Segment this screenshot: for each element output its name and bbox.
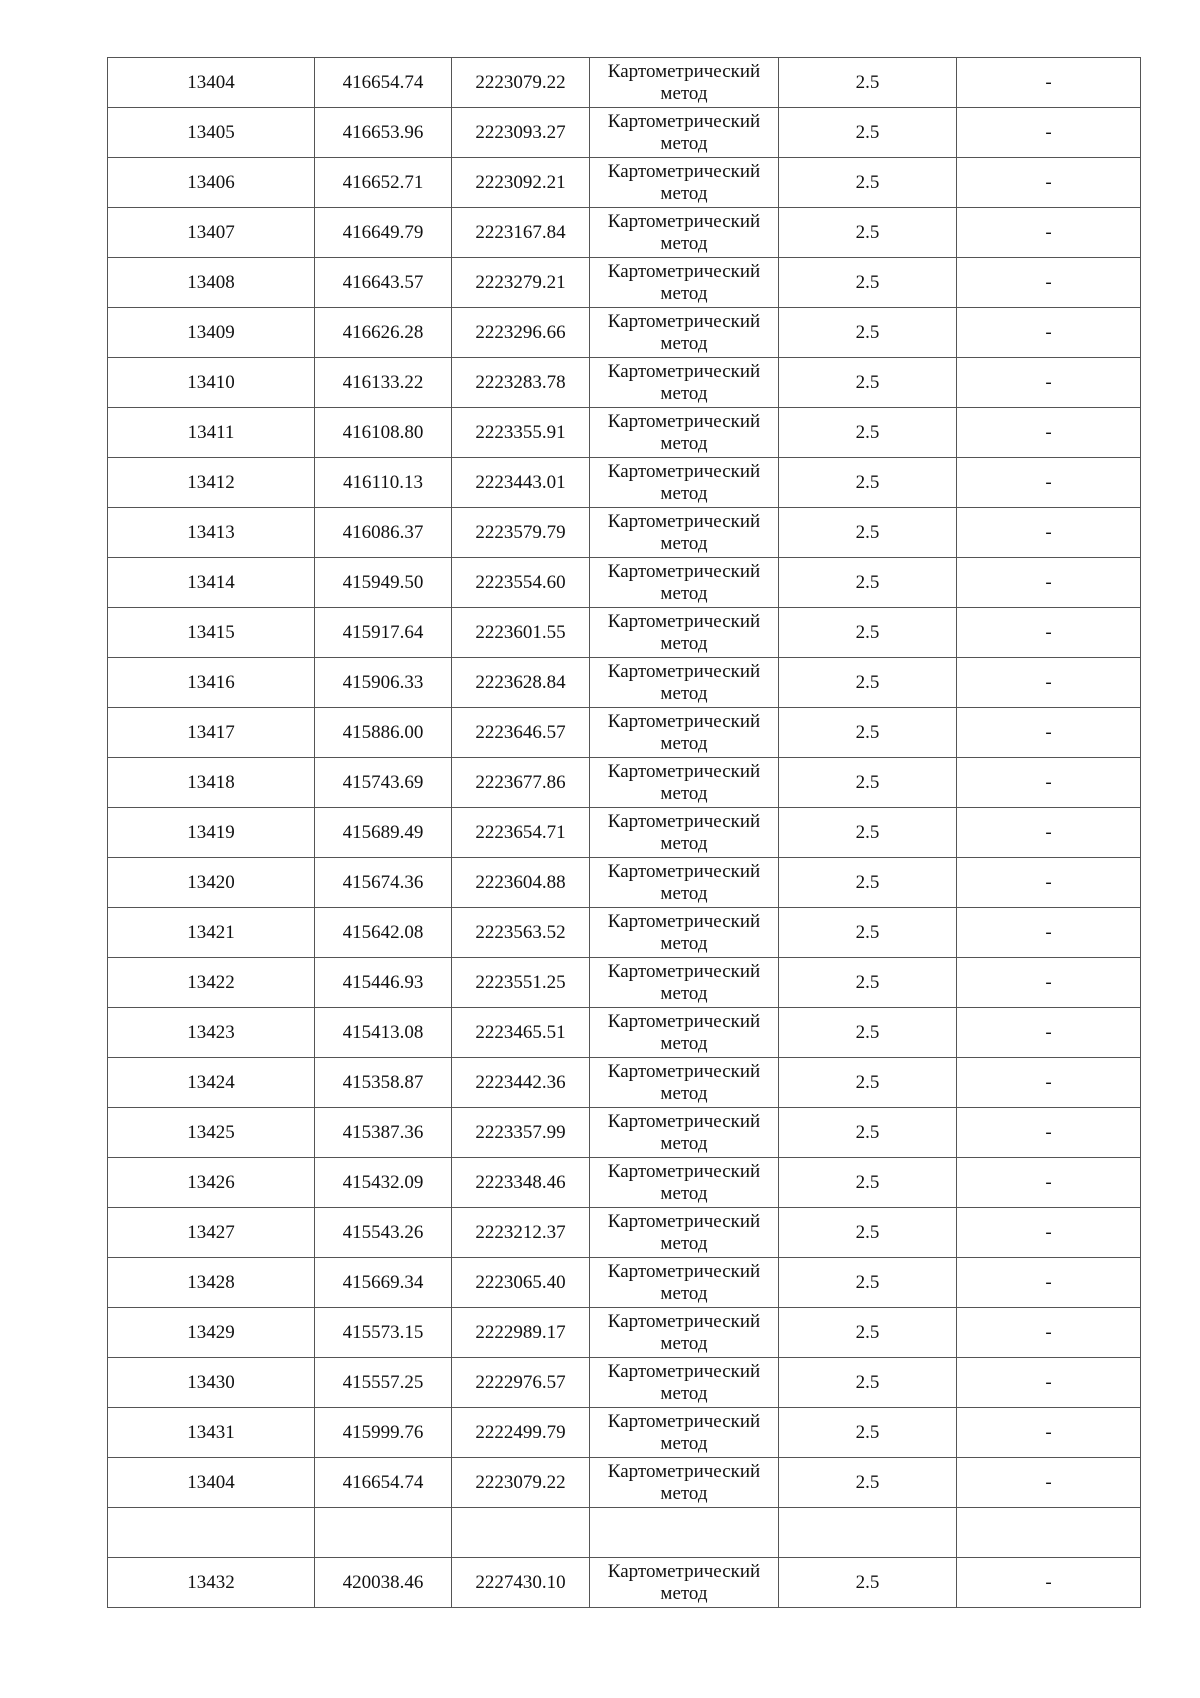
cell-x: 415669.34 bbox=[315, 1258, 452, 1308]
method-line-1: Картометрический bbox=[607, 1261, 761, 1283]
cell-point: 13432 bbox=[108, 1558, 315, 1608]
cell-accuracy: 2.5 bbox=[779, 158, 957, 208]
cell-note: - bbox=[957, 358, 1141, 408]
method-line-2: метод bbox=[660, 982, 708, 1004]
cell-point: 13412 bbox=[108, 458, 315, 508]
cell-note: - bbox=[957, 658, 1141, 708]
cell-accuracy: 2.5 bbox=[779, 458, 957, 508]
cell-y: 2223601.55 bbox=[452, 608, 590, 658]
cell-method bbox=[590, 158, 779, 208]
method-line-1: Картометрический bbox=[607, 1011, 761, 1033]
method-line-1: Картометрический bbox=[607, 161, 761, 183]
cell-point: 13407 bbox=[108, 208, 315, 258]
cell-x: 415543.26 bbox=[315, 1208, 452, 1258]
method-line-1: Картометрический bbox=[607, 1361, 761, 1383]
method-line-2: метод bbox=[660, 1282, 708, 1304]
cell-y: 2223563.52 bbox=[452, 908, 590, 958]
cell-accuracy: 2.5 bbox=[779, 208, 957, 258]
cell-point: 13404 bbox=[108, 1458, 315, 1508]
method-line-1: Картометрический bbox=[607, 61, 761, 83]
table-row bbox=[108, 958, 1141, 1008]
cell-y: 2223579.79 bbox=[452, 508, 590, 558]
method-line-2: метод bbox=[660, 232, 708, 254]
method-line-2: метод bbox=[660, 382, 708, 404]
cell-note: - bbox=[957, 208, 1141, 258]
cell-method bbox=[590, 1208, 779, 1258]
cell-note: - bbox=[957, 958, 1141, 1008]
table-row bbox=[108, 808, 1141, 858]
method-line-2: метод bbox=[660, 332, 708, 354]
cell-x: 415573.15 bbox=[315, 1308, 452, 1358]
method-line-1: Картометрический bbox=[607, 461, 761, 483]
table-row bbox=[108, 1358, 1141, 1408]
cell-point: 13414 bbox=[108, 558, 315, 608]
method-line-1: Картометрический bbox=[607, 861, 761, 883]
method-line-1: Картометрический bbox=[607, 561, 761, 583]
method-line-1: Картометрический bbox=[607, 961, 761, 983]
cell-point: 13405 bbox=[108, 108, 315, 158]
cell-point: 13429 bbox=[108, 1308, 315, 1358]
cell-method bbox=[590, 1008, 779, 1058]
cell-accuracy: 2.5 bbox=[779, 858, 957, 908]
method-line-1: Картометрический bbox=[607, 761, 761, 783]
cell-x: 415743.69 bbox=[315, 758, 452, 808]
cell-x: 416108.80 bbox=[315, 408, 452, 458]
cell-point: 13417 bbox=[108, 708, 315, 758]
method-line-1: Картометрический bbox=[607, 1411, 761, 1433]
cell-y: 2222989.17 bbox=[452, 1308, 590, 1358]
cell-y: 2223283.78 bbox=[452, 358, 590, 408]
table-row bbox=[108, 608, 1141, 658]
table-row bbox=[108, 408, 1141, 458]
table-row bbox=[108, 358, 1141, 408]
cell-accuracy: 2.5 bbox=[779, 358, 957, 408]
cell-x: 416652.71 bbox=[315, 158, 452, 208]
cell-method bbox=[590, 558, 779, 608]
cell-y: 2223654.71 bbox=[452, 808, 590, 858]
cell-x: 415358.87 bbox=[315, 1058, 452, 1108]
cell-note: - bbox=[957, 1208, 1141, 1258]
cell-method bbox=[590, 358, 779, 408]
table-row bbox=[108, 1258, 1141, 1308]
cell-method bbox=[590, 708, 779, 758]
cell-x: 416653.96 bbox=[315, 108, 452, 158]
cell-point: 13428 bbox=[108, 1258, 315, 1308]
table-row bbox=[108, 558, 1141, 608]
cell-point bbox=[108, 1508, 315, 1558]
method-line-2: метод bbox=[660, 532, 708, 554]
cell-point: 13409 bbox=[108, 308, 315, 358]
cell-x: 415886.00 bbox=[315, 708, 452, 758]
cell-method bbox=[590, 308, 779, 358]
method-line-2: метод bbox=[660, 82, 708, 104]
cell-note: - bbox=[957, 708, 1141, 758]
cell-note: - bbox=[957, 1158, 1141, 1208]
cell-x: 415557.25 bbox=[315, 1358, 452, 1408]
cell-point: 13421 bbox=[108, 908, 315, 958]
table-row bbox=[108, 758, 1141, 808]
cell-y: 2223296.66 bbox=[452, 308, 590, 358]
cell-x: 416626.28 bbox=[315, 308, 452, 358]
method-line-1: Картометрический bbox=[607, 511, 761, 533]
method-line-1: Картометрический bbox=[607, 1111, 761, 1133]
method-line-2: метод bbox=[660, 1332, 708, 1354]
method-line-1: Картометрический bbox=[607, 1561, 761, 1583]
cell-accuracy: 2.5 bbox=[779, 108, 957, 158]
method-line-2: метод bbox=[660, 1182, 708, 1204]
table-row bbox=[108, 458, 1141, 508]
table-row bbox=[108, 908, 1141, 958]
cell-accuracy: 2.5 bbox=[779, 758, 957, 808]
cell-point: 13427 bbox=[108, 1208, 315, 1258]
method-line-1: Картометрический bbox=[607, 1211, 761, 1233]
method-line-2: метод bbox=[660, 732, 708, 754]
cell-accuracy: 2.5 bbox=[779, 708, 957, 758]
cell-accuracy: 2.5 bbox=[779, 1008, 957, 1058]
table-row bbox=[108, 858, 1141, 908]
method-line-2: метод bbox=[660, 832, 708, 854]
table-row bbox=[108, 1508, 1141, 1558]
method-line-2: метод bbox=[660, 1082, 708, 1104]
cell-accuracy: 2.5 bbox=[779, 1108, 957, 1158]
cell-accuracy: 2.5 bbox=[779, 308, 957, 358]
cell-accuracy: 2.5 bbox=[779, 1158, 957, 1208]
cell-method bbox=[590, 458, 779, 508]
method-line-2: метод bbox=[660, 1132, 708, 1154]
method-line-2: метод bbox=[660, 1482, 708, 1504]
table-row bbox=[108, 658, 1141, 708]
cell-accuracy: 2.5 bbox=[779, 1208, 957, 1258]
cell-x: 415689.49 bbox=[315, 808, 452, 858]
cell-point: 13406 bbox=[108, 158, 315, 208]
table-row bbox=[108, 258, 1141, 308]
cell-y bbox=[452, 1508, 590, 1558]
cell-y: 2223604.88 bbox=[452, 858, 590, 908]
cell-y: 2222976.57 bbox=[452, 1358, 590, 1408]
table-row bbox=[108, 308, 1141, 358]
cell-x: 416110.13 bbox=[315, 458, 452, 508]
method-line-1: Картометрический bbox=[607, 911, 761, 933]
cell-note: - bbox=[957, 1408, 1141, 1458]
table-row bbox=[108, 1108, 1141, 1158]
cell-y: 2223212.37 bbox=[452, 1208, 590, 1258]
cell-method bbox=[590, 58, 779, 108]
cell-point: 13425 bbox=[108, 1108, 315, 1158]
cell-point: 13410 bbox=[108, 358, 315, 408]
cell-x: 420038.46 bbox=[315, 1558, 452, 1608]
cell-y: 2223079.22 bbox=[452, 58, 590, 108]
table-row bbox=[108, 1458, 1141, 1508]
cell-note: - bbox=[957, 458, 1141, 508]
cell-point: 13426 bbox=[108, 1158, 315, 1208]
cell-note: - bbox=[957, 908, 1141, 958]
cell-accuracy: 2.5 bbox=[779, 1408, 957, 1458]
cell-y: 2227430.10 bbox=[452, 1558, 590, 1608]
cell-accuracy: 2.5 bbox=[779, 1058, 957, 1108]
cell-method bbox=[590, 808, 779, 858]
method-line-2: метод bbox=[660, 582, 708, 604]
cell-accuracy: 2.5 bbox=[779, 558, 957, 608]
table-row bbox=[108, 1058, 1141, 1108]
method-line-2: метод bbox=[660, 932, 708, 954]
method-line-2: метод bbox=[660, 882, 708, 904]
cell-accuracy: 2.5 bbox=[779, 908, 957, 958]
table-row bbox=[108, 1558, 1141, 1608]
method-line-2: метод bbox=[660, 282, 708, 304]
cell-note: - bbox=[957, 508, 1141, 558]
cell-note: - bbox=[957, 1358, 1141, 1408]
cell-point: 13404 bbox=[108, 58, 315, 108]
table-row bbox=[108, 158, 1141, 208]
cell-note: - bbox=[957, 1458, 1141, 1508]
method-line-2: метод bbox=[660, 1432, 708, 1454]
cell-y: 2223677.86 bbox=[452, 758, 590, 808]
method-line-1: Картометрический bbox=[607, 261, 761, 283]
cell-y: 2223167.84 bbox=[452, 208, 590, 258]
cell-note: - bbox=[957, 1108, 1141, 1158]
cell-note: - bbox=[957, 1558, 1141, 1608]
method-line-1: Картометрический bbox=[607, 1061, 761, 1083]
method-line-1: Картометрический bbox=[607, 611, 761, 633]
cell-method bbox=[590, 1458, 779, 1508]
method-line-2: метод bbox=[660, 782, 708, 804]
cell-y: 2223279.21 bbox=[452, 258, 590, 308]
cell-point: 13419 bbox=[108, 808, 315, 858]
cell-note: - bbox=[957, 258, 1141, 308]
cell-accuracy: 2.5 bbox=[779, 658, 957, 708]
cell-method bbox=[590, 258, 779, 308]
cell-note: - bbox=[957, 558, 1141, 608]
cell-y: 2223442.36 bbox=[452, 1058, 590, 1108]
cell-method bbox=[590, 1558, 779, 1608]
method-line-1: Картометрический bbox=[607, 1461, 761, 1483]
cell-method bbox=[590, 1058, 779, 1108]
cell-method bbox=[590, 1308, 779, 1358]
cell-y: 2223065.40 bbox=[452, 1258, 590, 1308]
cell-x: 415917.64 bbox=[315, 608, 452, 658]
cell-note: - bbox=[957, 308, 1141, 358]
cell-accuracy: 2.5 bbox=[779, 408, 957, 458]
cell-note: - bbox=[957, 1258, 1141, 1308]
cell-y: 2223628.84 bbox=[452, 658, 590, 708]
cell-method bbox=[590, 758, 779, 808]
cell-note: - bbox=[957, 808, 1141, 858]
cell-accuracy bbox=[779, 1508, 957, 1558]
cell-y: 2223355.91 bbox=[452, 408, 590, 458]
method-line-2: метод bbox=[660, 1582, 708, 1604]
cell-note: - bbox=[957, 408, 1141, 458]
cell-x: 415906.33 bbox=[315, 658, 452, 708]
cell-point: 13413 bbox=[108, 508, 315, 558]
cell-point: 13411 bbox=[108, 408, 315, 458]
method-line-2: метод bbox=[660, 182, 708, 204]
table-row bbox=[108, 1158, 1141, 1208]
cell-y: 2223465.51 bbox=[452, 1008, 590, 1058]
table-row bbox=[108, 1308, 1141, 1358]
method-line-1: Картометрический bbox=[607, 661, 761, 683]
cell-accuracy: 2.5 bbox=[779, 1458, 957, 1508]
cell-note: - bbox=[957, 758, 1141, 808]
cell-y: 2223551.25 bbox=[452, 958, 590, 1008]
coordinates-table bbox=[107, 57, 1141, 1608]
method-line-1: Картометрический bbox=[607, 1161, 761, 1183]
table-row bbox=[108, 108, 1141, 158]
cell-y: 2223093.27 bbox=[452, 108, 590, 158]
cell-x: 415999.76 bbox=[315, 1408, 452, 1458]
cell-x: 415387.36 bbox=[315, 1108, 452, 1158]
cell-x: 416654.74 bbox=[315, 1458, 452, 1508]
cell-note: - bbox=[957, 108, 1141, 158]
cell-x: 416643.57 bbox=[315, 258, 452, 308]
cell-y: 2223554.60 bbox=[452, 558, 590, 608]
method-line-2: метод bbox=[660, 432, 708, 454]
cell-accuracy: 2.5 bbox=[779, 1358, 957, 1408]
method-line-1: Картометрический bbox=[607, 311, 761, 333]
cell-point: 13408 bbox=[108, 258, 315, 308]
method-line-1: Картометрический bbox=[607, 1311, 761, 1333]
cell-note: - bbox=[957, 58, 1141, 108]
method-line-2: метод bbox=[660, 1032, 708, 1054]
cell-note: - bbox=[957, 1058, 1141, 1108]
method-line-1: Картометрический bbox=[607, 411, 761, 433]
cell-x: 416649.79 bbox=[315, 208, 452, 258]
cell-point: 13416 bbox=[108, 658, 315, 708]
cell-method bbox=[590, 1158, 779, 1208]
cell-x: 416654.74 bbox=[315, 58, 452, 108]
cell-x: 416133.22 bbox=[315, 358, 452, 408]
cell-x: 415642.08 bbox=[315, 908, 452, 958]
cell-accuracy: 2.5 bbox=[779, 258, 957, 308]
cell-point: 13424 bbox=[108, 1058, 315, 1108]
cell-y: 2222499.79 bbox=[452, 1408, 590, 1458]
cell-method bbox=[590, 1258, 779, 1308]
method-line-1: Картометрический bbox=[607, 711, 761, 733]
cell-x: 415413.08 bbox=[315, 1008, 452, 1058]
cell-method bbox=[590, 508, 779, 558]
method-line-2: метод bbox=[660, 1382, 708, 1404]
cell-x: 415674.36 bbox=[315, 858, 452, 908]
cell-point: 13430 bbox=[108, 1358, 315, 1408]
cell-y: 2223348.46 bbox=[452, 1158, 590, 1208]
cell-y: 2223646.57 bbox=[452, 708, 590, 758]
method-line-2: метод bbox=[660, 632, 708, 654]
cell-point: 13423 bbox=[108, 1008, 315, 1058]
table-row bbox=[108, 708, 1141, 758]
table-row bbox=[108, 1408, 1141, 1458]
table-row bbox=[108, 58, 1141, 108]
cell-x: 415432.09 bbox=[315, 1158, 452, 1208]
cell-method bbox=[590, 1108, 779, 1158]
cell-accuracy: 2.5 bbox=[779, 958, 957, 1008]
cell-note: - bbox=[957, 1308, 1141, 1358]
table-row bbox=[108, 508, 1141, 558]
cell-note: - bbox=[957, 608, 1141, 658]
method-line-1: Картометрический bbox=[607, 211, 761, 233]
table-row bbox=[108, 1208, 1141, 1258]
cell-method bbox=[590, 1408, 779, 1458]
cell-method bbox=[590, 1508, 779, 1558]
cell-accuracy: 2.5 bbox=[779, 1308, 957, 1358]
cell-note bbox=[957, 1508, 1141, 1558]
method-line-2: метод bbox=[660, 682, 708, 704]
cell-x: 415446.93 bbox=[315, 958, 452, 1008]
cell-method bbox=[590, 658, 779, 708]
method-line-1: Картометрический bbox=[607, 111, 761, 133]
method-line-1: Картометрический bbox=[607, 361, 761, 383]
cell-y: 2223443.01 bbox=[452, 458, 590, 508]
cell-note: - bbox=[957, 1008, 1141, 1058]
cell-method bbox=[590, 208, 779, 258]
cell-note: - bbox=[957, 158, 1141, 208]
cell-point: 13422 bbox=[108, 958, 315, 1008]
cell-method bbox=[590, 608, 779, 658]
cell-y: 2223092.21 bbox=[452, 158, 590, 208]
cell-method bbox=[590, 408, 779, 458]
cell-method bbox=[590, 958, 779, 1008]
cell-accuracy: 2.5 bbox=[779, 1258, 957, 1308]
cell-note: - bbox=[957, 858, 1141, 908]
cell-y: 2223357.99 bbox=[452, 1108, 590, 1158]
cell-point: 13418 bbox=[108, 758, 315, 808]
method-line-2: метод bbox=[660, 132, 708, 154]
table-row bbox=[108, 1008, 1141, 1058]
method-line-1: Картометрический bbox=[607, 811, 761, 833]
cell-x: 416086.37 bbox=[315, 508, 452, 558]
method-line-2: метод bbox=[660, 482, 708, 504]
cell-accuracy: 2.5 bbox=[779, 508, 957, 558]
table-row bbox=[108, 208, 1141, 258]
coordinates-table-body bbox=[108, 58, 1141, 1608]
cell-method bbox=[590, 1358, 779, 1408]
cell-point: 13420 bbox=[108, 858, 315, 908]
cell-method bbox=[590, 858, 779, 908]
cell-accuracy: 2.5 bbox=[779, 608, 957, 658]
cell-x: 415949.50 bbox=[315, 558, 452, 608]
cell-method bbox=[590, 908, 779, 958]
cell-method bbox=[590, 108, 779, 158]
cell-accuracy: 2.5 bbox=[779, 58, 957, 108]
cell-y: 2223079.22 bbox=[452, 1458, 590, 1508]
cell-point: 13415 bbox=[108, 608, 315, 658]
cell-accuracy: 2.5 bbox=[779, 808, 957, 858]
cell-accuracy: 2.5 bbox=[779, 1558, 957, 1608]
cell-x bbox=[315, 1508, 452, 1558]
method-line-2: метод bbox=[660, 1232, 708, 1254]
cell-point: 13431 bbox=[108, 1408, 315, 1458]
